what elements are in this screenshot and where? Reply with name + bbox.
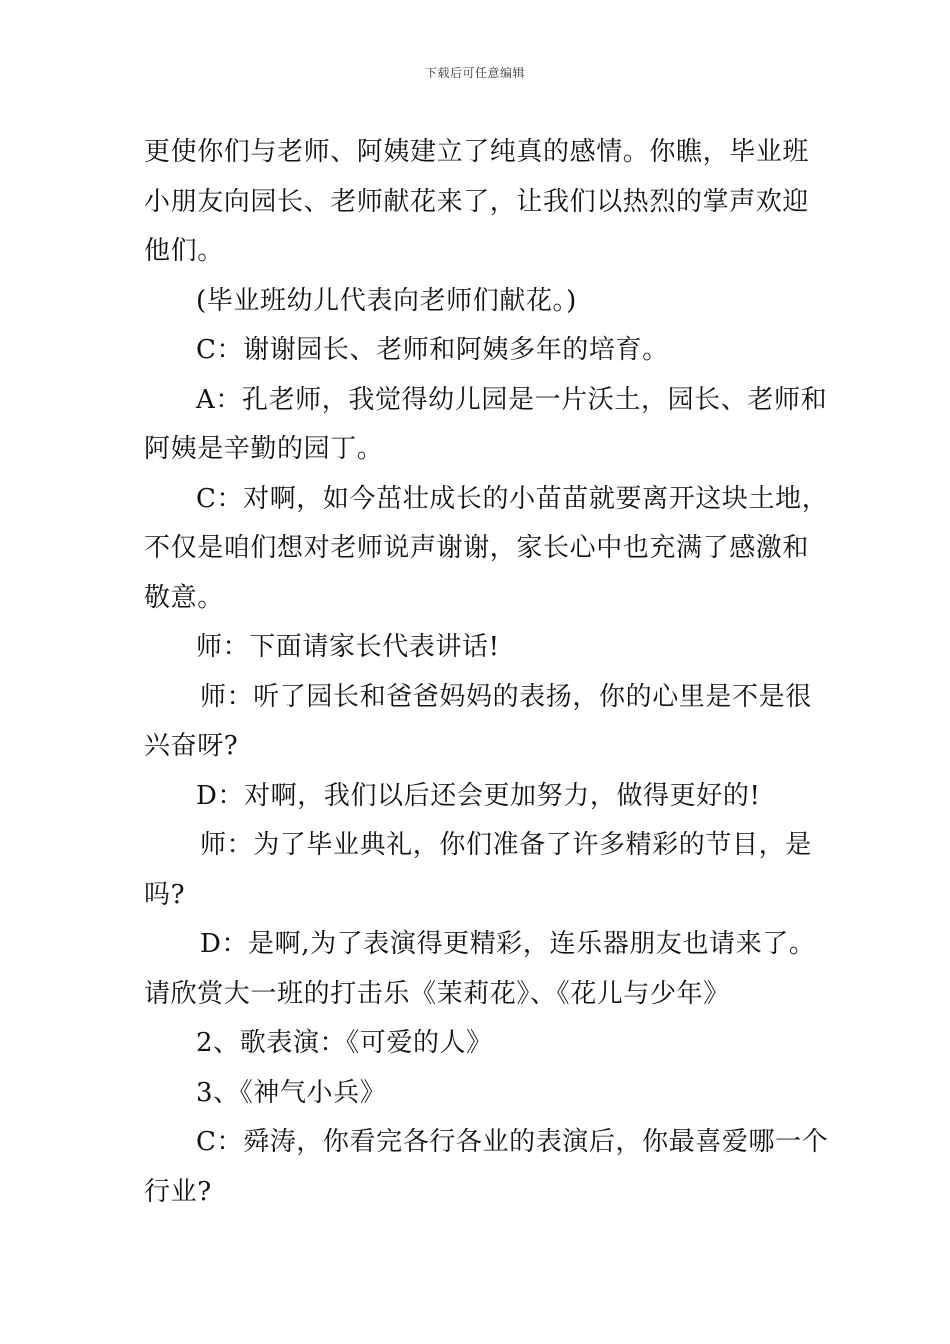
text-line: D：对啊，我们以后还会更加努力，做得更好的!: [196, 780, 761, 811]
text-line: D：是啊,为了表演得更精彩，连乐器朋友也请来了。: [200, 929, 816, 959]
text-line: 3、《神气小兵》: [196, 1077, 387, 1108]
text-line: 不仅是咱们想对老师说声谢谢，家长心中也充满了感激和: [144, 533, 810, 563]
text-line: 小朋友向园长、老师献花来了，让我们以热烈的掌声欢迎: [144, 186, 810, 217]
text-line: 师：下面请家长代表讲话!: [196, 632, 500, 662]
text-line: C：对啊，如今茁壮成长的小苗苗就要离开这块土地，: [196, 483, 829, 514]
text-line: 阿姨是辛勤的园丁。: [144, 434, 384, 464]
text-line: 2、歌表演：《可爱的人》: [196, 1028, 493, 1058]
text-line: 他们。: [144, 236, 224, 266]
text-line: 吗?: [144, 879, 186, 910]
text-line: A：孔老师，我觉得幼儿园是一片沃土，园长、老师和: [196, 384, 828, 415]
text-line: 师：为了毕业典礼，你们准备了许多精彩的节目，是: [200, 830, 812, 860]
text-line: 请欣赏大一班的打击乐《茉莉花》、《花儿与少年》: [144, 978, 730, 1009]
text-line: 敬意。: [144, 582, 224, 613]
text-line: C：谢谢园长、老师和阿姨多年的培育。: [196, 335, 669, 365]
text-line: 更使你们与老师、阿姨建立了纯真的感情。你瞧，毕业班: [144, 137, 810, 167]
text-line: 兴奋呀?: [144, 731, 239, 761]
document-body: [144, 128, 829, 1217]
text-line: 行业?: [144, 1176, 212, 1207]
text-line: 师：听了园长和爸爸妈妈的表扬，你的心里是不是很: [200, 681, 812, 712]
page-header-note: 下载后可任意编辑: [424, 66, 525, 80]
text-line: (毕业班幼儿代表向老师们献花。): [196, 285, 577, 316]
text-line: C：舜涛，你看完各行各业的表演后，你最喜爱哪一个: [196, 1127, 829, 1157]
